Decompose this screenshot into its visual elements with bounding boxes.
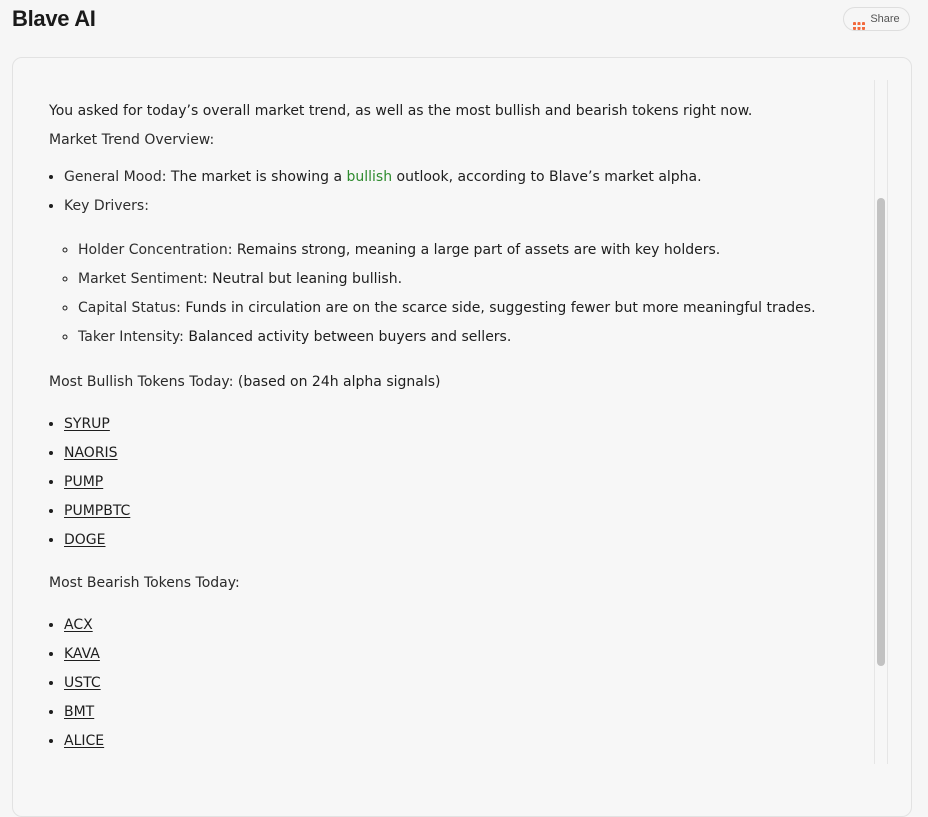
general-mood-after: outlook, according to Blave’s market alpha. — [392, 169, 702, 185]
list-item — [64, 530, 849, 559]
driver-item — [78, 327, 849, 356]
token-link-syrup[interactable]: SYRUP — [64, 416, 110, 432]
list-item — [64, 414, 849, 443]
list-item — [64, 501, 849, 530]
driver-item — [78, 269, 849, 298]
token-link-pump[interactable]: PUMP — [64, 474, 104, 490]
app-title: Blave AI — [12, 6, 96, 31]
list-item — [64, 472, 849, 501]
list-item — [64, 443, 849, 472]
chat-message-card — [12, 57, 912, 817]
message-content — [49, 101, 849, 760]
driver-item — [78, 298, 849, 327]
drivers-list — [49, 240, 849, 356]
bearish-token-list — [49, 615, 849, 760]
bullish-heading-line — [49, 372, 849, 392]
list-item — [64, 644, 849, 673]
general-mood-item — [64, 167, 849, 196]
top-bar — [0, 0, 928, 44]
share-button[interactable] — [843, 7, 910, 31]
driver-label: Capital Status — [78, 300, 177, 316]
driver-item — [78, 240, 849, 269]
token-link-kava[interactable]: KAVA — [64, 646, 100, 662]
key-drivers-item — [64, 196, 849, 231]
trend-list — [49, 167, 849, 231]
driver-label: Market Sentiment — [78, 271, 203, 287]
bearish-heading: Most Bearish Tokens Today: — [49, 575, 240, 591]
token-link-acx[interactable]: ACX — [64, 617, 93, 633]
token-link-pumpbtc[interactable]: PUMPBTC — [64, 503, 131, 519]
driver-text: : Neutral but leaning bullish. — [202, 271, 403, 287]
bullish-highlight: bullish — [346, 169, 393, 185]
list-item — [64, 673, 849, 702]
driver-label: Taker Intensity — [78, 329, 180, 345]
token-link-naoris[interactable]: NAORIS — [64, 445, 118, 461]
scrollbar-thumb[interactable] — [877, 198, 885, 666]
list-item — [64, 731, 849, 760]
driver-text: : Balanced activity between buyers and sellers. — [179, 329, 512, 345]
list-item — [64, 615, 849, 644]
scrollbar-track[interactable] — [874, 80, 888, 764]
token-link-doge[interactable]: DOGE — [64, 532, 106, 548]
bullish-heading: Most Bullish Tokens Today: — [49, 374, 234, 390]
driver-text: : Remains strong, meaning a large part of assets are with key holders. — [227, 242, 721, 258]
trend-heading: Market Trend Overview: — [49, 132, 215, 148]
share-icon — [853, 15, 865, 23]
token-link-alice[interactable]: ALICE — [64, 733, 105, 749]
list-item — [64, 702, 849, 731]
intro-text: You asked for today’s overall market trend, as well as the most bullish and bearish tokens right now. — [49, 103, 753, 119]
share-label: Share — [870, 13, 900, 25]
driver-text: : Funds in circulation are on the scarce side, suggesting fewer but more meaningful trades. — [176, 300, 816, 316]
key-drivers-label: Key Drivers: — [64, 198, 149, 214]
bullish-note: (based on 24h alpha signals) — [233, 374, 441, 390]
driver-label: Holder Concentration — [78, 242, 228, 258]
token-link-bmt[interactable]: BMT — [64, 704, 95, 720]
bullish-token-list — [49, 414, 849, 559]
general-mood-before: : The market is showing a — [161, 169, 347, 185]
general-mood-label: General Mood — [64, 169, 162, 185]
token-link-ustc[interactable]: USTC — [64, 675, 101, 691]
